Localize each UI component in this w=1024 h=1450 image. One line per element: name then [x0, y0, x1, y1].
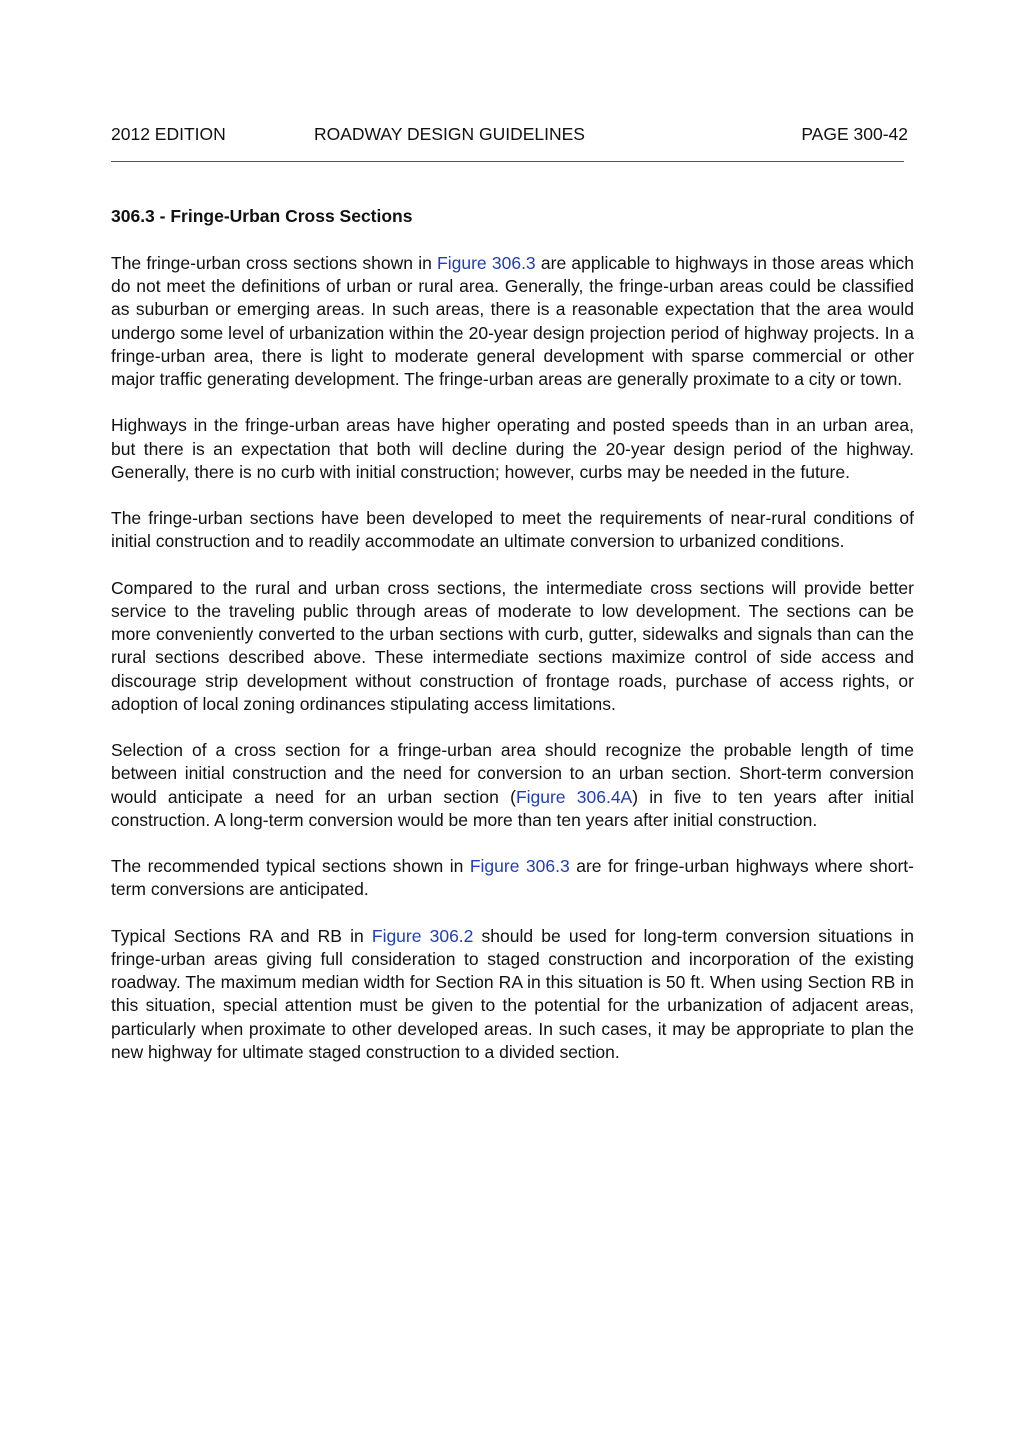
paragraph-6-text-b: are for fringe-urban highways where short-term conversions are anticipated.	[111, 856, 914, 900]
header-page-number: PAGE 300-42	[801, 124, 908, 144]
paragraph-7-text-b: should be used for long-term conversion situations in fringe-urban areas giving full consideration to staged construction and incorporation of the existing roadway. The maximum median width for Section RA in this situation is 50 ft. When using Section RB in this situation, special attention must be given to the potential for the urbanization of adjacent areas, particularly when proximate to other developed areas. In such cases, it may be appropriate to plan the new highway for ultimate staged construction to a divided section.	[111, 925, 914, 1062]
paragraph-3: The fringe-urban sections have been developed to meet the requirements of near-rural conditions of initial construction and to readily accommodate an ultimate conversion to urbanized conditions.	[111, 508, 914, 552]
paragraph-1-text-a: The fringe-urban cross sections shown in	[111, 253, 438, 273]
header-edition: 2012 EDITION	[111, 124, 226, 144]
paragraph-6	[111, 855, 914, 901]
header-title: ROADWAY DESIGN GUIDELINES	[314, 124, 585, 144]
paragraph-1-text-b: are applicable to highways in those areas which do not meet the definitions of urban or rural area. Generally, the fringe-urban areas could be classified as suburban or emerging areas. In such areas, there is a reasonable expectation that the area would undergo some level of urbanization within the 20-year design projection period of highway projects. In a fringe-urban area, there is light to moderate general development with sparse commercial or other major traffic generating development. The fringe-urban areas are generally proximate to a city or town.	[111, 253, 915, 390]
body-text	[111, 252, 914, 1087]
page-header	[111, 122, 911, 146]
figure-306-3-link[interactable]: Figure 306.3	[437, 253, 536, 273]
paragraph-6-text-a: The recommended typical sections shown in	[111, 856, 470, 877]
paragraph-1	[111, 252, 914, 391]
header-divider	[111, 161, 904, 162]
figure-306-3-link[interactable]: Figure 306.3	[469, 856, 570, 877]
figure-306-2-link[interactable]: Figure 306.2	[371, 925, 474, 946]
paragraph-7	[111, 925, 914, 1064]
paragraph-7-text-a: Typical Sections RA and RB in	[111, 925, 372, 946]
figure-306-4a-link[interactable]: Figure 306.4A	[515, 786, 633, 807]
paragraph-2: Highways in the fringe-urban areas have higher operating and posted speeds than in an urban area, but there is an expectation that both will decline during the 20-year design period of the highway. Generally, there is no curb with initial construction; however, curbs may be needed in the future.	[111, 415, 914, 482]
paragraph-4: Compared to the rural and urban cross sections, the intermediate cross sections will provide better service to the traveling public through areas of moderate to low development. The sections can be more conveniently converted to the urban sections with curb, gutter, sidewalks and signals than can the rural sections described above. These intermediate sections maximize control of side access and discourage strip development without construction of frontage roads, purchase of access rights, or adoption of local zoning ordinances stipulating access limitations.	[111, 577, 914, 714]
section-heading: 306.3 - Fringe-Urban Cross Sections	[111, 206, 413, 226]
paragraph-5-text-b: ) in five to ten years after initial construction. A long-term conversion would be more than ten years after initial construction.	[111, 786, 914, 830]
paragraph-5-text-a: Selection of a cross section for a fringe-urban area should recognize the probable length of time between initial construction and the need for conversion to an urban section. Short-term conversion would anticipate a need for an urban section (	[111, 740, 914, 807]
paragraph-5	[111, 739, 914, 832]
